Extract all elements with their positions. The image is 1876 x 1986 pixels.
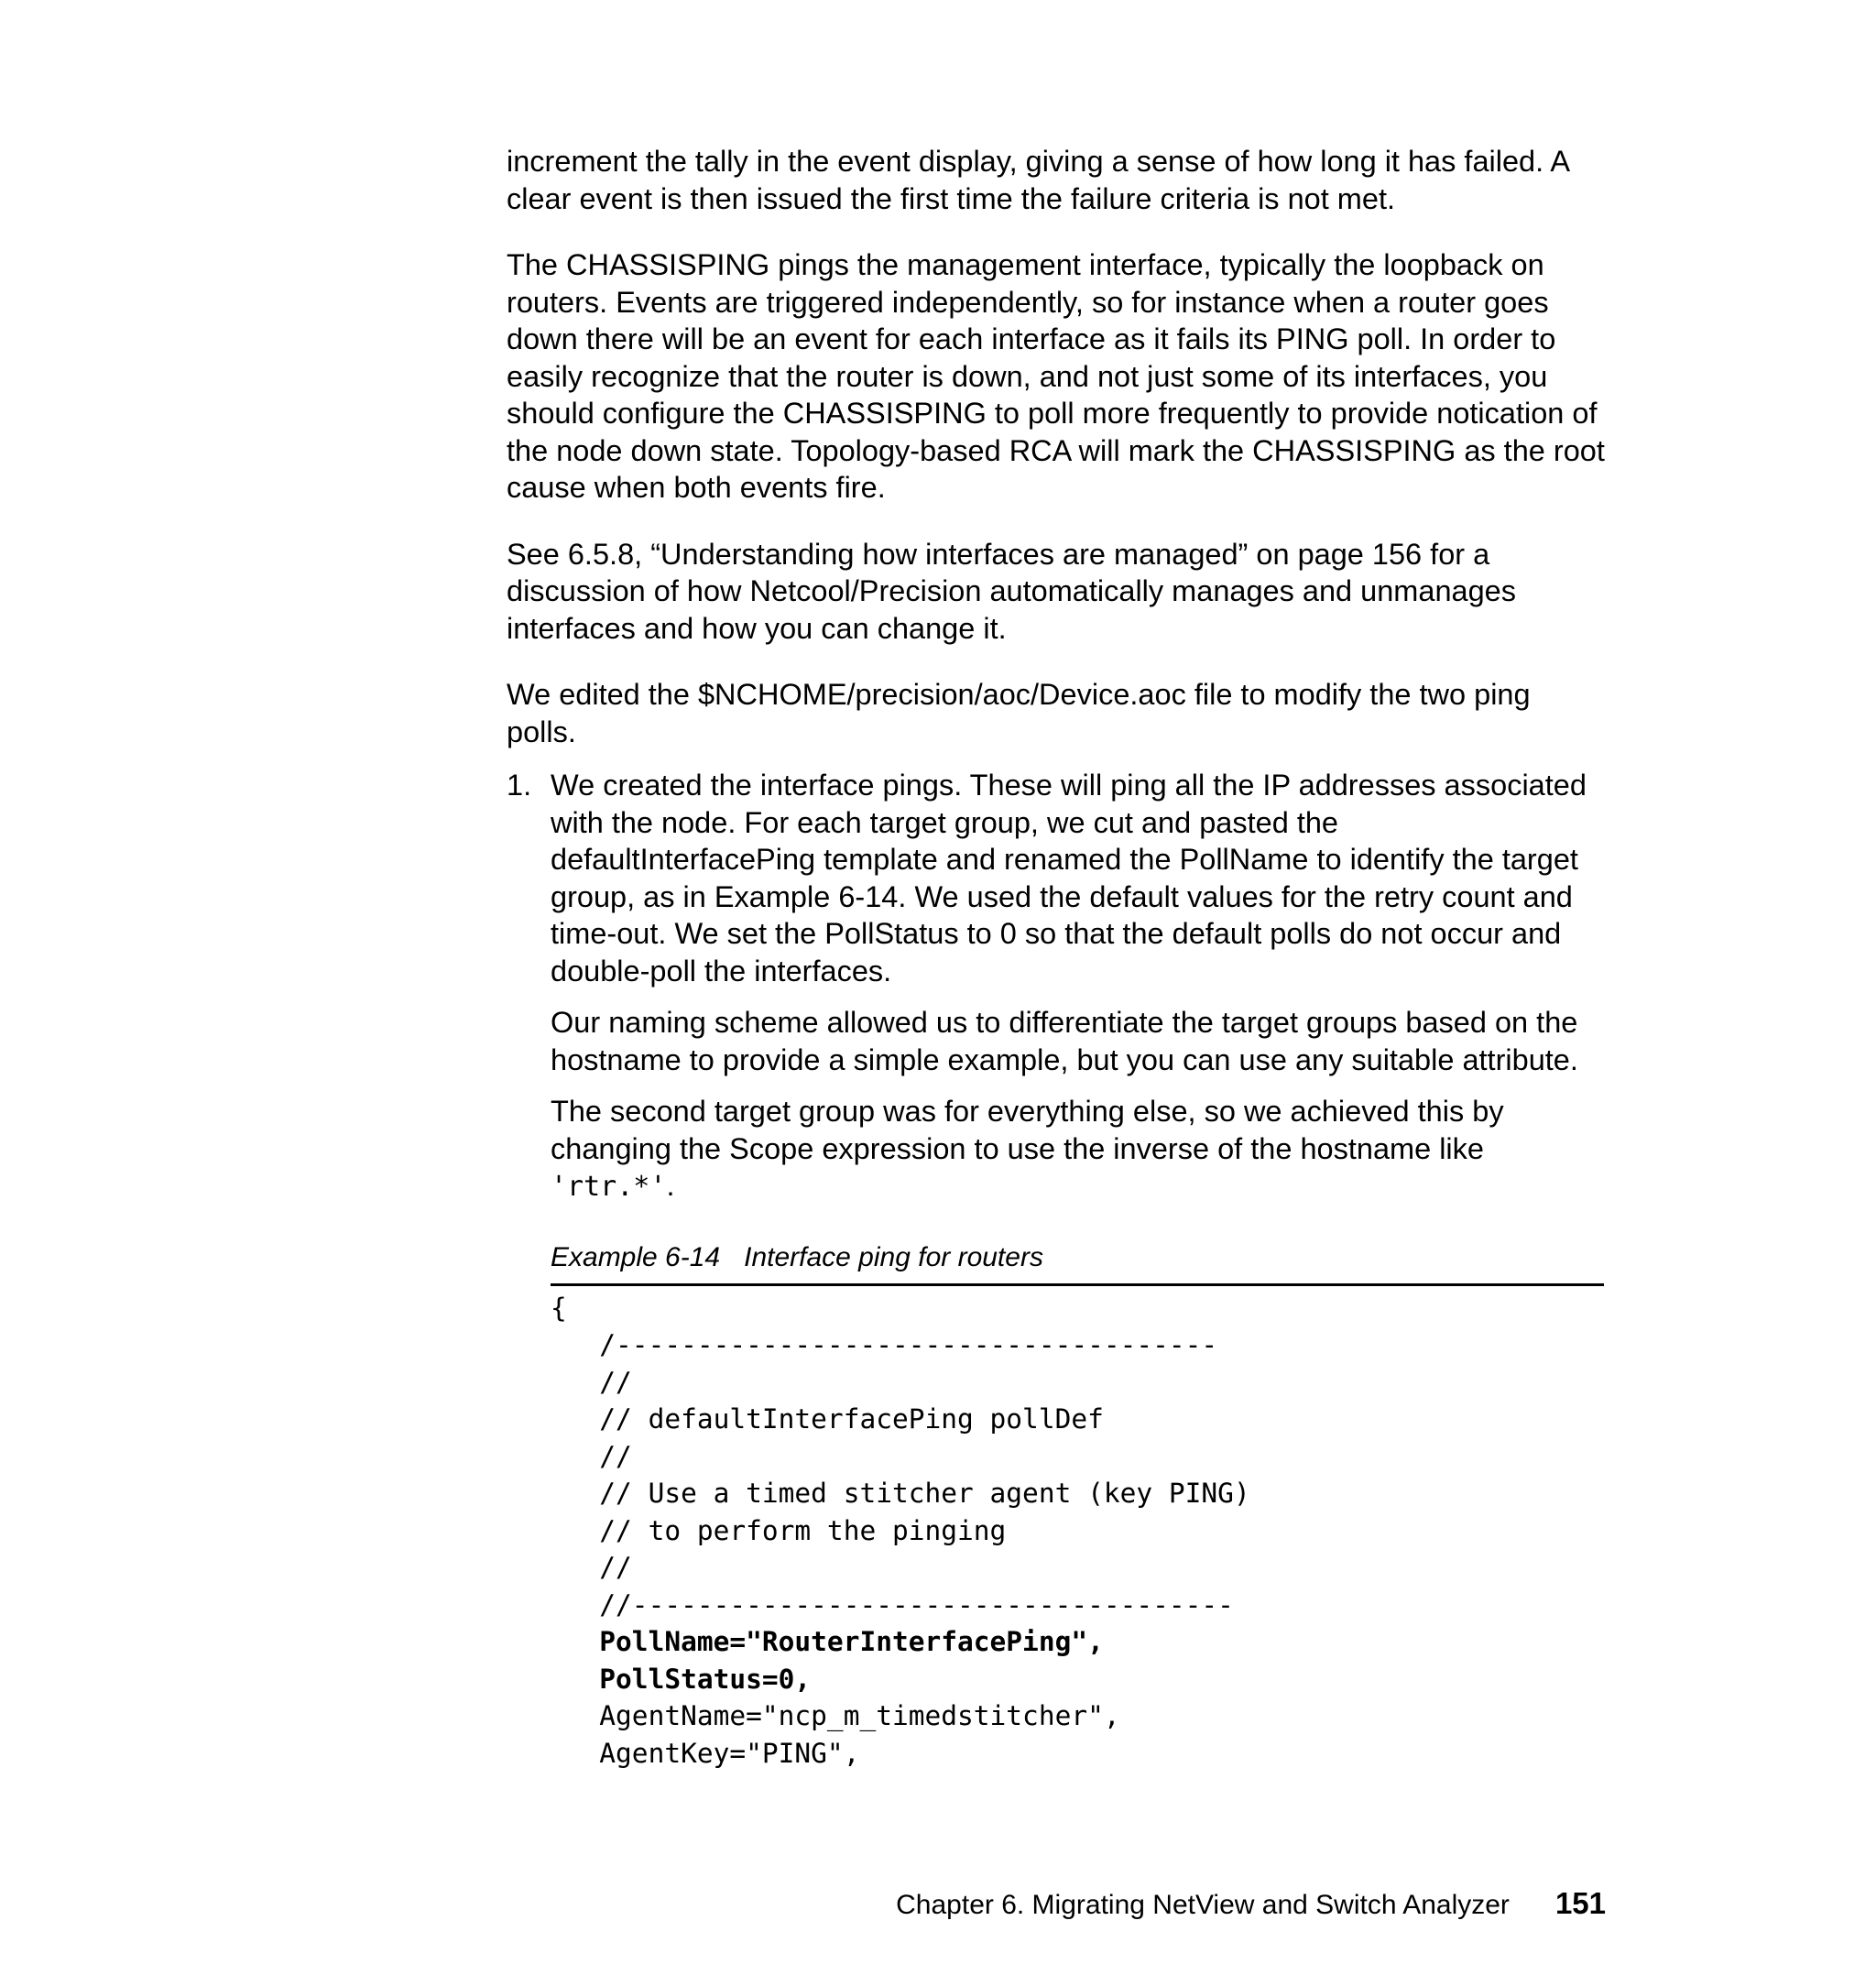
list-item-1: [507, 767, 1606, 1206]
code-line-pollstatus: PollStatus=0,: [551, 1663, 812, 1695]
list-number: 1.: [507, 769, 532, 802]
example-label: Example 6-14: [551, 1241, 721, 1272]
second-group-end: .: [666, 1169, 675, 1202]
code-line: // Use a timed stitcher agent (key PING): [551, 1478, 1250, 1509]
code-line: /-------------------------------------: [551, 1329, 1218, 1360]
page-content: [507, 143, 1606, 1772]
page-number: 151: [1554, 1886, 1606, 1920]
code-block: [551, 1290, 1606, 1773]
code-line: //: [551, 1440, 632, 1472]
example-caption: [551, 1241, 1604, 1286]
paragraph-device-aoc: We edited the $NCHOME/precision/aoc/Device.aoc file to modify the two ping polls.: [507, 678, 1531, 748]
code-line: AgentKey="PING",: [551, 1737, 860, 1769]
footer-chapter-title: Chapter 6. Migrating NetView and Switch Analyzer: [896, 1890, 1510, 1920]
list-item-naming-scheme: Our naming scheme allowed us to differentiate the target groups based on the hostname to provide a simple example, but you can use any suitable attribute.: [551, 1006, 1578, 1076]
code-line: //: [551, 1366, 632, 1398]
paragraph-see-reference: See 6.5.8, “Understanding how interfaces are managed” on page 156 for a discussion of how Netcool/Precision automatically manages and unmanages interfaces and how you can change it.: [507, 537, 1517, 645]
code-line: AgentName="ncp_m_timedstitcher",: [551, 1700, 1120, 1731]
code-line: //: [551, 1552, 632, 1583]
code-line: //-------------------------------------: [551, 1588, 1234, 1620]
paragraph-tally: increment the tally in the event display, giving a sense of how long it has failed. A clear event is then issued the first time the failure criteria is not met.: [507, 145, 1569, 215]
code-line: {: [551, 1292, 567, 1324]
code-line-pollname: PollName="RouterInterfacePing",: [551, 1626, 1104, 1657]
second-group-text: The second target group was for everything else, so we achieved this by changing the Scope expression to use the inverse of the hostname like: [551, 1095, 1504, 1165]
inline-code-rtr: 'rtr.*': [551, 1171, 667, 1203]
code-line: // to perform the pinging: [551, 1514, 1007, 1546]
numbered-list: [507, 767, 1606, 1206]
code-line: // defaultInterfacePing pollDef: [551, 1403, 1104, 1435]
list-item-text: We created the interface pings. These will ping all the IP addresses associated with the node. For each target group, we cut and pasted the defaultInterfacePing template and renamed the PollName to identify the target group, as in Example 6-14. We used the default values for the retry count and time-out. We set the PollStatus to 0 so that the default polls do not occur and double-poll the interfaces.: [551, 769, 1587, 988]
page-footer: [896, 1887, 1606, 1922]
example-title: Interface ping for routers: [744, 1241, 1043, 1272]
list-item-second-group: [551, 1093, 1606, 1206]
paragraph-chassisping: The CHASSISPING pings the management interface, typically the loopback on routers. Events are triggered independently, so for instance when a router goes down there will be an event for each interface as it fails its PING poll. In order to easily recognize that the router is down, and not just some of its interfaces, you should configure the CHASSISPING to poll more frequently to provide notication of the node down state. Topology-based RCA will mark the CHASSISPING as the root cause when both events fire.: [507, 248, 1605, 504]
